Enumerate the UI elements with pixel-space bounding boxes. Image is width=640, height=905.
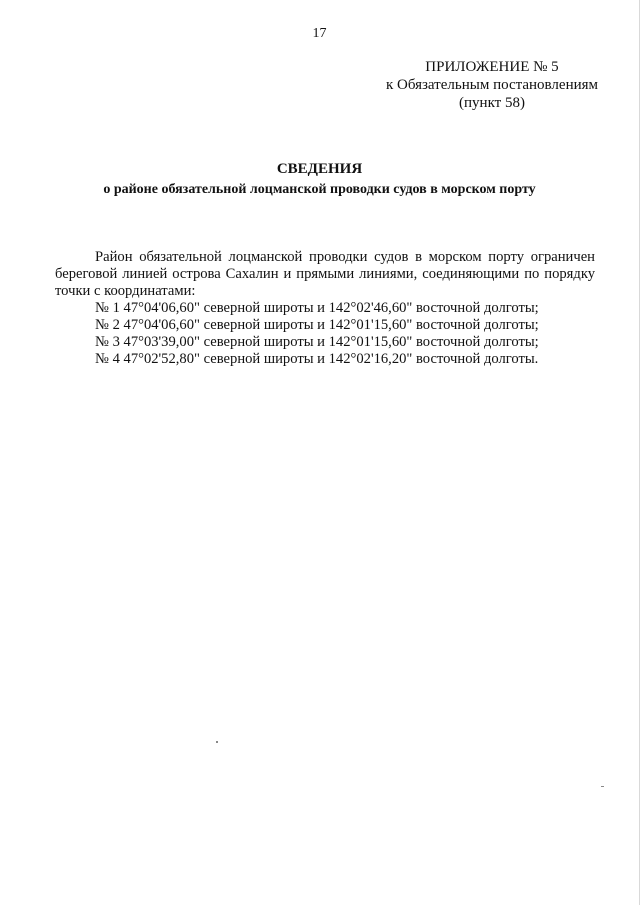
paragraph-line-1: Район обязательной лоцманской проводки судов в морском порту ограничен xyxy=(95,249,595,265)
scan-speck xyxy=(216,741,218,743)
appendix-clause: (пункт 58) xyxy=(459,95,525,111)
coordinate-point-4: № 4 47°02'52,80" северной широты и 142°02'16,20" восточной долготы. xyxy=(95,351,539,367)
appendix-number: ПРИЛОЖЕНИЕ № 5 xyxy=(425,59,559,75)
scan-speck xyxy=(601,786,604,787)
coordinate-point-1: № 1 47°04'06,60" северной широты и 142°02'46,60" восточной долготы; xyxy=(95,300,539,316)
document-title: СВЕДЕНИЯ xyxy=(276,161,363,177)
coordinate-point-3: № 3 47°03'39,00" северной широты и 142°01'15,60" восточной долготы; xyxy=(95,334,539,350)
document-subtitle: о районе обязательной лоцманской проводки судов в морском порту xyxy=(103,182,536,197)
coordinate-point-2: № 2 47°04'06,60" северной широты и 142°01'15,60" восточной долготы; xyxy=(95,317,539,333)
document-body xyxy=(55,249,595,368)
appendix-header xyxy=(372,58,612,112)
appendix-reference: к Обязательным постановлениям xyxy=(385,77,599,93)
paragraph-line-3: точки с координатами: xyxy=(55,283,196,299)
page-number: 17 xyxy=(312,26,327,41)
paragraph-line-2: береговой линией острова Сахалин и прямыми линиями, соединяющими по порядку xyxy=(55,266,595,282)
